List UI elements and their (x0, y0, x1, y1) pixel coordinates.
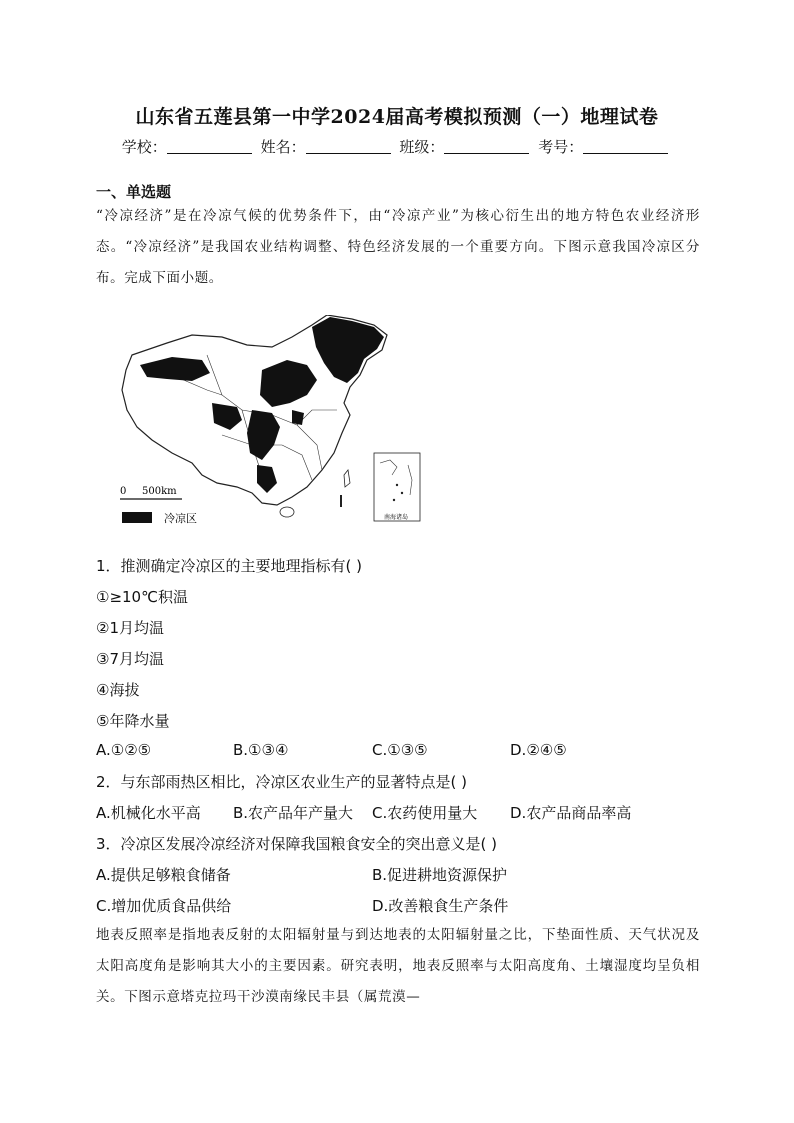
q1-item-4: ④海拔 (96, 681, 140, 699)
name-label: 姓名： (260, 138, 306, 156)
scale-bar (120, 486, 182, 499)
student-info-line (0, 136, 794, 157)
q3-option-c[interactable]: C.增加优质食品供给 (96, 897, 232, 915)
q1-item-5: ⑤年降水量 (96, 712, 170, 730)
number-label: 考号： (538, 138, 584, 156)
china-cold-zone-map (112, 315, 442, 530)
q1-item-1: ①≥10℃积温 (96, 588, 188, 606)
school-blank[interactable] (167, 139, 252, 154)
question-3-stem: 3．冷凉区发展冷凉经济对保障我国粮食安全的突出意义是( ) (96, 835, 498, 853)
question-2-stem: 2．与东部雨热区相比，冷凉区农业生产的显著特点是( ) (96, 773, 468, 791)
page-title: 山东省五莲县第一中学2024届高考模拟预测（一）地理试卷 (135, 106, 659, 128)
q1-option-b[interactable]: B.①③④ (233, 741, 289, 759)
q2-option-a[interactable]: A.机械化水平高 (96, 804, 201, 822)
q1-option-a[interactable]: A.①②⑤ (96, 741, 152, 759)
scale-label: 500km (142, 486, 177, 497)
school-label: 学校： (121, 138, 167, 156)
legend-label: 冷凉区 (164, 512, 197, 525)
q2-option-d[interactable]: D.农产品商品率高 (510, 804, 632, 822)
name-blank[interactable] (306, 139, 391, 154)
q1-item-3: ③7月均温 (96, 650, 164, 668)
class-blank[interactable] (444, 139, 529, 154)
number-blank[interactable] (583, 139, 668, 154)
q3-option-b[interactable]: B.促进耕地资源保护 (372, 866, 508, 884)
q2-option-b[interactable]: B.农产品年产量大 (233, 804, 354, 822)
passage-1: “冷凉经济”是在冷凉气候的优势条件下，由“冷凉产业”为核心衍生出的地方特色农业经济形态。“冷凉经济”是我国农业结构调整、特色经济发展的一个重要方向。下图示意我国冷凉区分布。完成下面小题。 (96, 208, 700, 286)
q2-option-c[interactable]: C.农药使用量大 (372, 804, 478, 822)
passage-2: 地表反照率是指地表反射的太阳辐射量与到达地表的太阳辐射量之比，下垫面性质、天气状况及太阳高度角是影响其大小的主要因素。研究表明，地表反照率与太阳高度角、土壤湿度均呈负相关。下图示意塔克拉玛干沙漠南缘民丰县（属荒漠— (96, 927, 700, 1005)
legend (122, 511, 197, 525)
class-label: 班级： (399, 138, 445, 156)
q3-option-a[interactable]: A.提供足够粮食储备 (96, 866, 231, 884)
q1-option-d[interactable]: D.②④⑤ (510, 741, 567, 759)
question-1-stem: 1．推测确定冷凉区的主要地理指标有( ) (96, 557, 363, 575)
q1-item-2: ②1月均温 (96, 619, 164, 637)
q1-option-c[interactable]: C.①③⑤ (372, 741, 428, 759)
q3-option-d[interactable]: D.改善粮食生产条件 (372, 897, 509, 915)
scale-zero: 0 (120, 486, 127, 497)
south-china-sea-inset (374, 453, 420, 521)
inset-label: 南海诸岛 (383, 514, 409, 521)
section-heading: 一、单选题 (96, 183, 172, 201)
